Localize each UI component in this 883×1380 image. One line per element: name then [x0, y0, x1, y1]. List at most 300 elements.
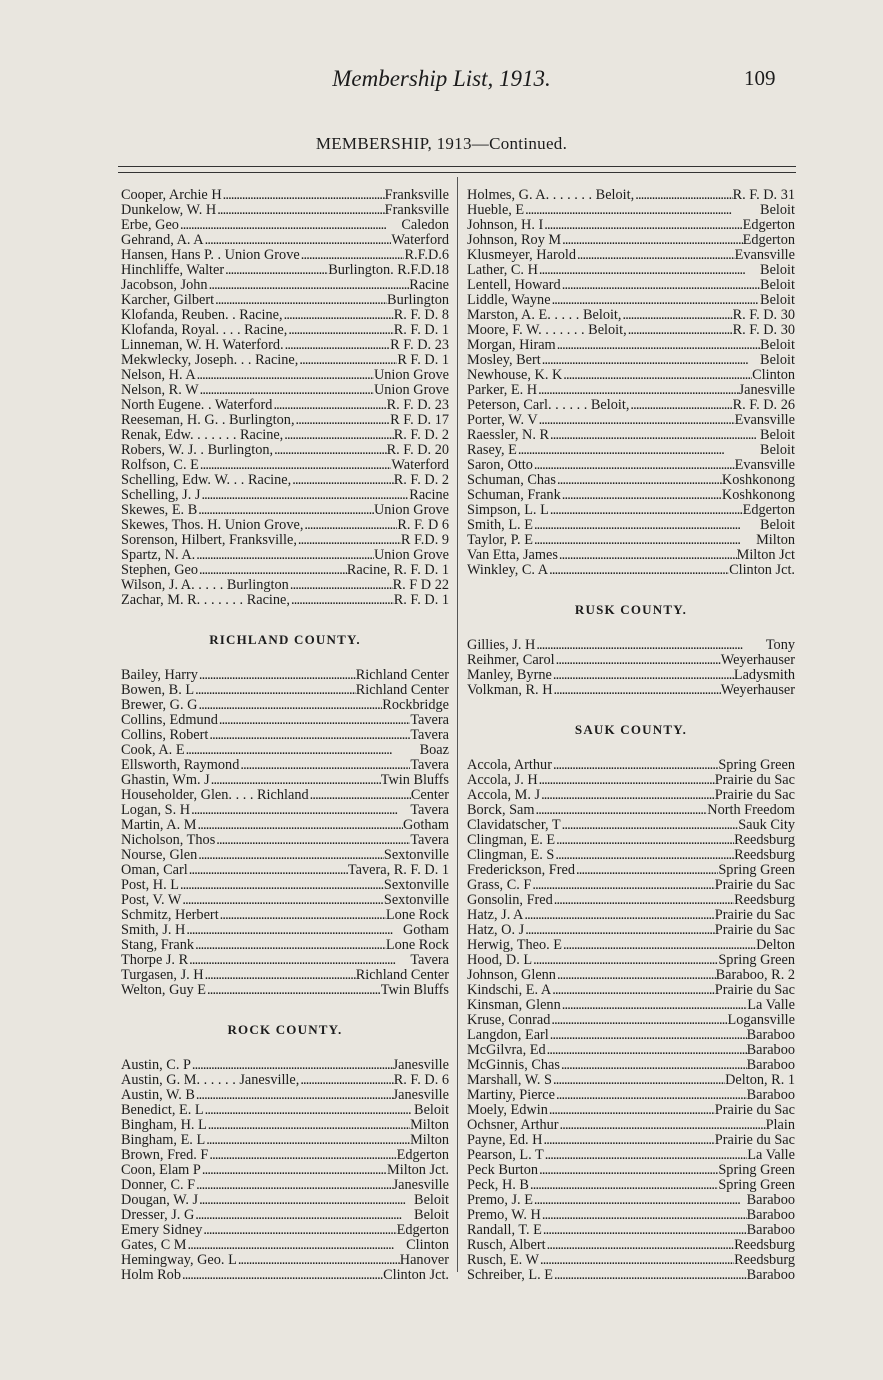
member-name: Van Etta, James [467, 548, 558, 563]
member-place: Caledon [401, 218, 449, 233]
dot-leader [299, 1073, 393, 1088]
member-entry [467, 1148, 795, 1163]
member-name: Rusch, E. W [467, 1253, 540, 1268]
member-name: Taylor, P. E [467, 533, 533, 548]
member-place: Beloit [760, 203, 795, 218]
member-name: Schuman, Chas [467, 473, 556, 488]
member-entry [467, 968, 795, 983]
member-entry [467, 893, 795, 908]
member-place: Union Grove [373, 383, 449, 398]
member-entry [121, 353, 449, 368]
member-entry [467, 1163, 795, 1178]
member-place: Racine [409, 488, 449, 503]
member-place: Baraboo [746, 1223, 795, 1238]
member-name: Pearson, L. T [467, 1148, 544, 1163]
member-name: Newhouse, K. K [467, 368, 563, 383]
member-entry [121, 1163, 449, 1178]
member-place: Edgerton [742, 503, 795, 518]
member-entry [121, 203, 449, 218]
member-name: Bingham, E. L [121, 1133, 206, 1148]
member-name: Logan, S. H [121, 803, 191, 818]
dot-leader [544, 1148, 747, 1163]
member-entry [121, 1133, 449, 1148]
member-name: Nourse, Glen [121, 848, 198, 863]
member-name: Lather, C. H [467, 263, 538, 278]
member-entry [467, 788, 795, 803]
dot-leader [215, 833, 410, 848]
member-entry [121, 1193, 449, 1208]
member-name: Klofanda, Royal. . . . Racine, [121, 323, 288, 338]
member-entry [121, 848, 449, 863]
dot-leader [537, 383, 739, 398]
dot-leader [535, 638, 766, 653]
dot-leader [201, 1163, 387, 1178]
member-name: Austin, G. M. . . . . . Janesville, [121, 1073, 300, 1088]
member-name: Coon, Elam P [121, 1163, 201, 1178]
member-entry [121, 878, 449, 893]
dot-leader [187, 1238, 407, 1253]
member-entry [467, 1268, 795, 1283]
dot-leader [239, 758, 410, 773]
dot-leader [283, 308, 394, 323]
dot-leader [297, 533, 401, 548]
member-name: McGinnis, Chas [467, 1058, 560, 1073]
dot-leader [196, 368, 374, 383]
dot-leader [224, 263, 328, 278]
member-name: Frederickson, Fred [467, 863, 575, 878]
dot-leader [195, 1088, 393, 1103]
dot-leader [562, 938, 756, 953]
member-list-sauk [467, 758, 795, 1283]
member-entry [467, 953, 795, 968]
member-entry [121, 968, 449, 983]
dot-leader [533, 533, 756, 548]
dot-leader [272, 398, 386, 413]
dot-leader [558, 548, 737, 563]
member-entry [467, 518, 795, 533]
dot-leader [627, 323, 733, 338]
member-place: Beloit [760, 428, 795, 443]
member-entry [467, 293, 795, 308]
member-name: Marshall, W. S [467, 1073, 552, 1088]
member-place: R. F. D 6 [397, 518, 449, 533]
member-name: Rusch, Albert [467, 1238, 546, 1253]
dot-leader [188, 953, 410, 968]
member-place: Beloit [760, 278, 795, 293]
member-name: Schreiber, L. E [467, 1268, 553, 1283]
member-place: Weyerhauser [720, 683, 795, 698]
member-place: Spring Green [718, 863, 795, 878]
dot-leader [202, 1223, 396, 1238]
member-entry [467, 803, 795, 818]
column-divider [457, 177, 458, 1272]
member-entry [121, 443, 449, 458]
dot-leader [553, 893, 734, 908]
member-place: Edgerton [396, 1148, 449, 1163]
member-entry [467, 653, 795, 668]
member-place: Spring Green [718, 1163, 795, 1178]
member-name: Manley, Byrne [467, 668, 552, 683]
member-entry [467, 1043, 795, 1058]
member-name: Accola, M. J [467, 788, 541, 803]
dot-leader [517, 443, 760, 458]
member-place: R. F. D. 20 [386, 443, 449, 458]
member-name: Randall, T. E [467, 1223, 542, 1238]
member-name: Parker, E. H [467, 383, 538, 398]
dot-leader [538, 263, 760, 278]
member-place: Evansville [734, 413, 795, 428]
member-entry [121, 473, 449, 488]
member-place: Koshkonong [721, 473, 795, 488]
member-place: Racine [409, 278, 449, 293]
member-place: Beloit [414, 1193, 449, 1208]
member-place: Baraboo [746, 1058, 795, 1073]
member-entry [121, 908, 449, 923]
member-name: Johnson, Roy M [467, 233, 562, 248]
dot-leader [548, 1103, 715, 1118]
dot-leader [207, 1118, 410, 1133]
member-place: Richland Center [355, 968, 449, 983]
dot-leader [529, 1178, 718, 1193]
member-place: Twin Bluffs [380, 773, 449, 788]
member-place: R. F. D. 2 [393, 428, 449, 443]
member-name: Peck, H. B [467, 1178, 529, 1193]
member-name: Post, H. L [121, 878, 179, 893]
dot-leader [300, 248, 405, 263]
dot-leader [287, 323, 393, 338]
dot-leader [216, 203, 384, 218]
member-entry [121, 713, 449, 728]
member-name: Bingham, H. L [121, 1118, 207, 1133]
member-entry [121, 503, 449, 518]
dot-leader [575, 863, 718, 878]
member-entry [467, 443, 795, 458]
member-name: Ghastin, Wm. J [121, 773, 210, 788]
member-entry [467, 833, 795, 848]
member-place: Delton [756, 938, 795, 953]
member-name: Premo, J. E [467, 1193, 533, 1208]
member-name: Linneman, W. H. Waterford. [121, 338, 284, 353]
member-name: Oman, Carl [121, 863, 188, 878]
member-name: Klofanda, Reuben. . Racine, [121, 308, 283, 323]
dot-leader [556, 338, 760, 353]
member-entry [467, 758, 795, 773]
member-name: Liddle, Wayne [467, 293, 551, 308]
member-name: Payne, Ed. H [467, 1133, 543, 1148]
member-entry [467, 1073, 795, 1088]
member-place: R. F. D. 8 [393, 308, 449, 323]
member-place: Reedsburg [734, 893, 795, 908]
member-place: Spring Green [718, 1178, 795, 1193]
member-list-rusk [467, 638, 795, 698]
member-entry [467, 1013, 795, 1028]
member-entry [467, 188, 795, 203]
member-name: Peterson, Carl. . . . . . Beloit, [467, 398, 630, 413]
member-place: Baraboo [746, 1268, 795, 1283]
member-name: Clingman, E. S [467, 848, 555, 863]
dot-leader [298, 353, 397, 368]
member-name: Ochsner, Arthur [467, 1118, 559, 1133]
member-place: Richland Center [355, 683, 449, 698]
member-entry [121, 788, 449, 803]
member-place: Baraboo [746, 1208, 795, 1223]
dot-leader [549, 428, 760, 443]
dot-leader [195, 548, 374, 563]
dot-leader [533, 1193, 747, 1208]
dot-leader [552, 758, 718, 773]
dot-leader [549, 1028, 747, 1043]
dot-leader [204, 968, 356, 983]
member-place: Tavera [410, 713, 449, 728]
double-rule-top [118, 166, 796, 167]
dot-leader [621, 308, 732, 323]
dot-leader [562, 368, 752, 383]
member-place: Reedsburg [734, 833, 795, 848]
member-list-richland [121, 668, 449, 998]
member-place: Janesville [392, 1058, 449, 1073]
dot-leader [556, 968, 716, 983]
member-entry [467, 1103, 795, 1118]
member-name: Erbe, Geo [121, 218, 179, 233]
member-name: Spartz, N. A. [121, 548, 196, 563]
member-place: La Valle [747, 1148, 795, 1163]
member-place: Reedsburg [734, 1253, 795, 1268]
dot-leader [197, 848, 384, 863]
member-place: R. F D 22 [392, 578, 449, 593]
member-name: Austin, W. B [121, 1088, 195, 1103]
member-name: Porter, W. V [467, 413, 538, 428]
member-name: Holmes, G. A. . . . . . . Beloit, [467, 188, 635, 203]
member-entry [121, 308, 449, 323]
member-name: Mosley, Bert [467, 353, 541, 368]
county-heading-richland: RICHLAND COUNTY. [209, 632, 361, 647]
member-name: Rolfson, C. E [121, 458, 199, 473]
member-place: Lone Rock [385, 908, 449, 923]
member-name: Nelson, H. A [121, 368, 196, 383]
dot-leader [634, 188, 732, 203]
member-entry [467, 458, 795, 473]
member-place: Logansville [727, 1013, 795, 1028]
member-name: Hansen, Hans P. . Union Grove [121, 248, 300, 263]
dot-leader [551, 983, 715, 998]
member-entry [467, 1253, 795, 1268]
member-name: Hemingway, Geo. L [121, 1253, 237, 1268]
member-entry [467, 998, 795, 1013]
member-name: Schmitz, Herbert [121, 908, 219, 923]
member-place: Janesville [738, 383, 795, 398]
member-entry [467, 218, 795, 233]
member-place: Spring Green [718, 758, 795, 773]
member-name: Dunkelow, W. H [121, 203, 217, 218]
dot-leader [540, 788, 715, 803]
member-name: Stang, Frank [121, 938, 195, 953]
member-name: Gonsolin, Fred [467, 893, 553, 908]
member-entry [467, 1088, 795, 1103]
member-name: Gates, C M [121, 1238, 187, 1253]
member-place: Janesville [392, 1088, 449, 1103]
member-entry [121, 773, 449, 788]
member-place: R F.D. 9 [400, 533, 449, 548]
county-heading-rusk: RUSK COUNTY. [574, 602, 688, 617]
member-list-rock [121, 1058, 449, 1283]
member-entry [467, 908, 795, 923]
member-entry [467, 863, 795, 878]
member-place: Waterford [391, 458, 449, 473]
member-entry [121, 488, 449, 503]
dot-leader [205, 1133, 410, 1148]
dot-leader [204, 1103, 414, 1118]
dot-leader [561, 233, 742, 248]
member-entry [467, 488, 795, 503]
member-entry [121, 803, 449, 818]
member-entry [121, 1103, 449, 1118]
dot-leader [181, 1268, 383, 1283]
member-entry [467, 1118, 795, 1133]
member-name: Schelling, J. J [121, 488, 201, 503]
dot-leader [629, 398, 732, 413]
member-list-continued-right [467, 188, 795, 578]
dot-leader [210, 773, 381, 788]
member-name: Hatz, J. A [467, 908, 524, 923]
member-name: Accola, J. H [467, 773, 538, 788]
dot-leader [185, 923, 403, 938]
dot-leader [576, 248, 735, 263]
member-place: La Valle [747, 998, 795, 1013]
member-name: Simpson, L. L [467, 503, 549, 518]
member-entry [467, 278, 795, 293]
dot-leader [554, 848, 734, 863]
dot-leader [194, 1208, 414, 1223]
member-entry [467, 413, 795, 428]
member-place: Prairie du Sac [714, 983, 795, 998]
member-place: Racine, R. F. D. 1 [346, 563, 449, 578]
member-entry [121, 668, 449, 683]
member-place: Prairie du Sac [714, 1103, 795, 1118]
member-place: Evansville [734, 248, 795, 263]
dot-leader [524, 923, 715, 938]
dot-leader [185, 743, 420, 758]
member-name: Nicholson, Thos [121, 833, 216, 848]
member-place: Union Grove [373, 548, 449, 563]
member-entry [121, 743, 449, 758]
member-entry [467, 233, 795, 248]
dot-leader [196, 818, 402, 833]
dot-leader [222, 188, 385, 203]
member-entry [121, 953, 449, 968]
member-place: Prairie du Sac [714, 773, 795, 788]
member-name: Kruse, Conrad [467, 1013, 551, 1028]
member-entry [121, 1208, 449, 1223]
member-place: R F. D. 23 [390, 338, 449, 353]
member-entry [121, 938, 449, 953]
dot-leader [553, 1268, 747, 1283]
member-entry [121, 1238, 449, 1253]
dot-leader [546, 1238, 734, 1253]
dot-leader [198, 563, 347, 578]
dot-leader [555, 1088, 747, 1103]
member-name: Reeseman, H. G. . Burlington, [121, 413, 295, 428]
dot-leader [190, 803, 410, 818]
member-entry [467, 203, 795, 218]
dot-leader [219, 908, 386, 923]
member-entry [121, 563, 449, 578]
member-name: Welton, Guy E [121, 983, 207, 998]
dot-leader [546, 1043, 747, 1058]
member-place: Tony [765, 638, 795, 653]
member-name: Morgan, Hiram [467, 338, 556, 353]
dot-leader [289, 578, 393, 593]
dot-leader [237, 1253, 400, 1268]
dot-leader [553, 683, 721, 698]
member-place: Milton [410, 1118, 449, 1133]
dot-leader [549, 503, 743, 518]
member-entry [467, 1193, 795, 1208]
member-name: Bowen, B. L [121, 683, 195, 698]
member-place: Beloit [414, 1103, 449, 1118]
member-entry [467, 398, 795, 413]
member-place: Janesville [392, 1178, 449, 1193]
member-place: Milton Jct [736, 548, 795, 563]
dot-leader [542, 1133, 714, 1148]
dot-leader [538, 1163, 718, 1178]
dot-leader [559, 1118, 766, 1133]
member-name: Johnson, Glenn [467, 968, 556, 983]
member-entry [467, 983, 795, 998]
member-place: Beloit [760, 293, 795, 308]
member-place: Prairie du Sac [714, 788, 795, 803]
member-entry [467, 383, 795, 398]
member-place: Delton, R. 1 [725, 1073, 795, 1088]
dot-leader [561, 998, 748, 1013]
member-place: Baraboo [746, 1193, 795, 1208]
member-place: R. F. D. 30 [732, 323, 795, 338]
member-place: Sextonville [383, 848, 449, 863]
member-place: Reedsburg [734, 848, 795, 863]
member-name: Robers, W. J. . Burlington, [121, 443, 274, 458]
member-place: Clinton Jct. [729, 563, 795, 578]
dot-leader [561, 818, 739, 833]
member-name: Schuman, Frank [467, 488, 561, 503]
member-name: Klusmeyer, Harold [467, 248, 577, 263]
member-name: Herwig, Theo. E [467, 938, 563, 953]
member-entry [121, 1058, 449, 1073]
member-name: Hatz, O. J [467, 923, 525, 938]
member-entry [121, 758, 449, 773]
member-name: Hood, D. L [467, 953, 533, 968]
member-place: R. F. D. 26 [732, 398, 795, 413]
dot-leader [532, 953, 718, 968]
member-entry [467, 1058, 795, 1073]
dot-leader [208, 1148, 396, 1163]
dot-leader [197, 503, 374, 518]
member-name: Reihmer, Carol [467, 653, 555, 668]
member-place: Boaz [419, 743, 449, 758]
member-place: Milton Jct. [387, 1163, 449, 1178]
member-entry [121, 383, 449, 398]
dot-leader [291, 473, 394, 488]
dot-leader [542, 1223, 747, 1238]
member-name: Smith, L. E [467, 518, 533, 533]
member-name: Volkman, R. H [467, 683, 553, 698]
member-entry [467, 668, 795, 683]
dot-leader [208, 278, 410, 293]
member-entry [121, 593, 449, 608]
member-name: Karcher, Gilbert [121, 293, 215, 308]
member-entry [121, 533, 449, 548]
dot-leader [194, 683, 356, 698]
member-entry [121, 923, 449, 938]
dot-leader [552, 668, 734, 683]
